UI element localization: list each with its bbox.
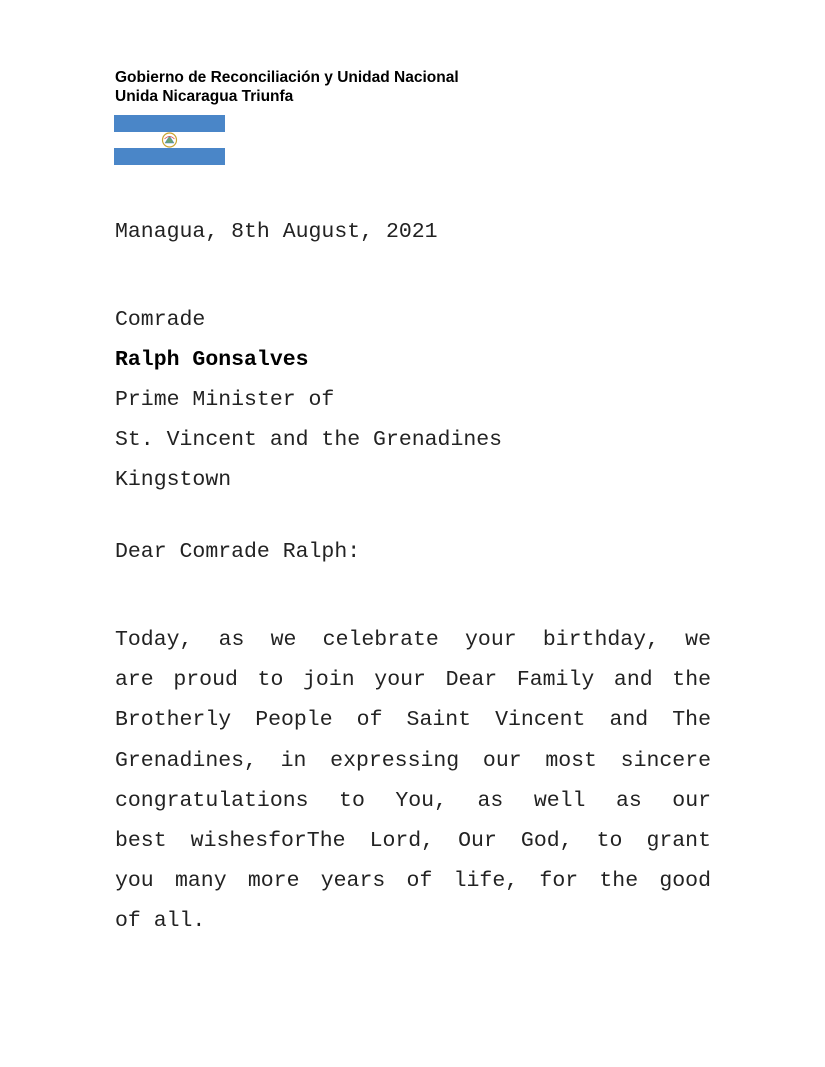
letter-body	[115, 620, 711, 942]
recipient-country: St. Vincent and the Grenadines	[115, 428, 503, 452]
recipient-title: Comrade	[115, 308, 206, 332]
recipient-name: Ralph Gonsalves	[115, 348, 309, 372]
body-line: Grenadines, in expressing our most sincere	[115, 748, 711, 773]
body-line: of all.	[115, 909, 206, 934]
body-line: you many more years of life, for the good	[115, 869, 711, 894]
recipient-position: Prime Minister of	[115, 388, 335, 412]
body-line: best wishesforThe Lord, Our God, to grant	[115, 828, 711, 853]
body-line: are proud to join your Dear Family and the	[115, 668, 711, 693]
body-line: Today, as we celebrate your birthday, we	[115, 628, 711, 652]
letterhead-government-name: Gobierno de Reconciliación y Unidad Nacional	[115, 69, 459, 86]
recipient-city: Kingstown	[115, 468, 232, 492]
letter-date: Managua, 8th August, 2021	[115, 220, 438, 244]
body-line: congratulations to You, as well as our	[115, 788, 711, 813]
body-line: Brotherly People of Saint Vincent and The	[115, 708, 711, 733]
letterhead-slogan: Unida Nicaragua Triunfa	[115, 88, 294, 105]
letterhead	[115, 68, 459, 106]
salutation: Dear Comrade Ralph:	[115, 540, 361, 564]
recipient-address	[115, 300, 502, 500]
nicaragua-flag-icon	[114, 115, 225, 165]
